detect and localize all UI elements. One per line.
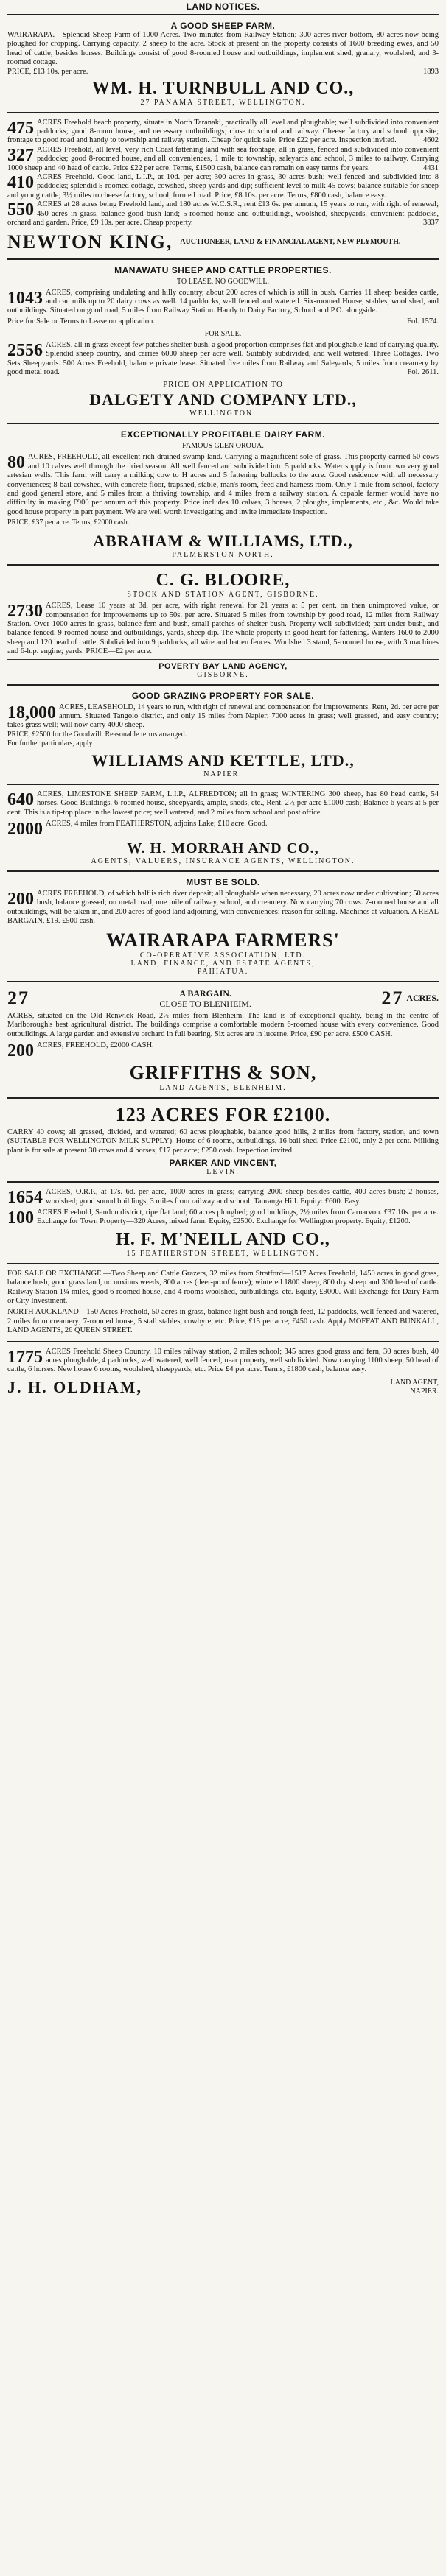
ad-price: PRICE, £2500 for the Goodwill. Reasonable terms arranged. [7, 730, 187, 739]
divider [7, 1341, 439, 1342]
ad-ref: 1893 [423, 67, 439, 76]
agent-subtitle: CO-OPERATIVE ASSOCIATION, LTD. [139, 951, 307, 960]
listing-acreage: 2730 [7, 602, 43, 622]
agent-name: J. H. OLDHAM, [7, 1377, 143, 1396]
divider [7, 684, 439, 686]
agent-name: WM. H. TURNBULL AND CO., [91, 78, 355, 98]
divider [7, 981, 439, 982]
listing-text: ACRES, FREEHOLD, £2000 CASH. [37, 1041, 154, 1049]
agent-name: H. F. M'NEILL AND CO., [116, 1229, 330, 1249]
ad-ref: Fol. 1574. [407, 317, 439, 325]
divider [7, 14, 439, 15]
listing [7, 1208, 439, 1227]
divider [7, 1181, 439, 1183]
ad-oldham [7, 1345, 439, 1400]
agent-place: WELLINGTON. [189, 409, 257, 418]
listing-ref: 4431 [423, 163, 439, 172]
listing-acreage: 200 [7, 890, 34, 909]
listing-text: ACRES FREEHOLD, of which half is rich river deposit; all ploughable when necessary, 20 acres now under cultivation; 50 acres bush, balance grassed; on metal road, one mile of railway, school, and creamery. Now carrying 70 cows. 7-roomed house and all outbuildings, will be taken in, and 200 acres of good land adjoining, with conveniences; reason for selling. Machines at valuation. A REAL BARGAIN, £19. £500 cash. [7, 890, 439, 926]
ad-newton-king [7, 116, 439, 256]
divider [7, 112, 439, 113]
divider [7, 564, 439, 566]
listing-acreage: 80 [7, 453, 25, 473]
agent-name: C. G. BLOORE, [156, 571, 290, 591]
ad-price: Price for Sale or Terms to Lease on application. [7, 317, 155, 325]
ad-subheading: TO LEASE. NO GOODWILL. [176, 277, 270, 286]
agent-name: NEWTON KING, [7, 230, 173, 253]
listing-acreage: 200 [7, 1041, 34, 1060]
divider [7, 870, 439, 872]
listing [7, 173, 439, 200]
agent-subtitle: LAND AGENTS, BLENHEIM. [159, 1083, 287, 1092]
listing-text: ACRES Freehold. Good land, L.I.P., at 10d. per acre; 300 acres in grass, 30 acres bush; well fenced and subdivided into 8 paddocks; splendid 5-roomed cottage, cowshed, sheep yards and dip; sufficient level to milk 45 cows; balance suitable for sheep and young cattle; 3½ miles to cheese factory, school, formed road. Price, £8 10s. per acre. Terms, £800 cash, balance easy. [7, 173, 439, 200]
ad-morrah [7, 787, 439, 868]
agent-place: LEVIN. [206, 1168, 240, 1177]
agent-name: W. H. MORRAH AND CO., [127, 840, 319, 857]
divider [7, 1097, 439, 1099]
divider [7, 1263, 439, 1264]
ad-heading: EXCEPTIONALLY PROFITABLE DAIRY FARM. [120, 429, 326, 440]
agent-subtitle: STOCK AND STATION AGENT, GISBORNE. [127, 591, 319, 599]
agent-name: PARKER AND VINCENT, [169, 1158, 277, 1169]
ad-price: PRICE, £37 per acre. Terms, £2000 cash. [7, 518, 130, 527]
agent-name: ABRAHAM & WILLIAMS, LTD., [93, 532, 353, 551]
ad-apply: For further particulars, apply [7, 739, 93, 747]
agent-name: GRIFFITHS & SON, [129, 1061, 317, 1083]
agent-place: NAPIER. [410, 1387, 439, 1396]
listing [7, 289, 439, 316]
listing [7, 602, 439, 656]
ad-heading: GOOD GRAZING PROPERTY FOR SALE. [131, 690, 315, 701]
listing-ref: 4602 [423, 136, 439, 145]
agent-place: NAPIER. [203, 770, 243, 778]
agent-place: PAHIATUA. [197, 967, 249, 976]
acreage-unit: ACRES. [406, 993, 439, 1004]
listing [7, 146, 439, 173]
listing-acreage: 2000 [7, 820, 43, 840]
listing [7, 1188, 439, 1206]
listing [7, 1041, 439, 1059]
listing-text: ACRES, LEASEHOLD, 14 years to run, with right of renewal and compensation for improvements. Rent, 2d. per acre per annum. Situated Tangoio district, and only 15 miles from Napier; 7000 acres in grass; well grassed, and easy country; takes grass well; will now carry 4000 sheep. [7, 703, 439, 730]
agent-place: GISBORNE. [197, 670, 249, 679]
ad-body: WAIRARAPA.—Splendid Sheep Farm of 1000 Acres. Two minutes from Railway Station; 300 acres river bottom, 80 acres now being ploughed for cropping. Carrying capacity, 2 sheep to the acre. Stock at present on the property consists of 1600 breeding ewes, and 50 head of cattle, besides horses. Buildings consist of good 8-roomed house and outbuildings, implement shed, granary, woolshed, and 3-roomed cottage. [7, 31, 439, 67]
listing [7, 890, 439, 926]
listing-text: NORTH AUCKLAND—150 Acres Freehold, 50 acres in grass, balance light bush and rough feed, 12 paddocks, well fenced and watered, 2 miles from creamery; 7-roomed house, 5 stall stables, cowbyre, etc. Price, £15 per acre; £450 cash. Apply MOFFAT AND BUNKALL, LAND AGENTS, 26 QUEEN STREET. [7, 1308, 439, 1335]
agent-subtitle: AGENTS, VALUERS, INSURANCE AGENTS, WELLINGTON. [91, 857, 355, 866]
listing-text: CARRY 40 cows; all grassed, divided, and watered; 60 acres ploughable, balance good hills, 2 miles from factory, station, and town (SUITABLE FOR WELLINGTON MILK SUPPLY). House of 6 rooms, outbuildings, 16 bail shed. Price £2100, only 2 per cent. Milking plant is for sale at present 30 cows and 4 horses; £17 per acre; £250 cash. Inspection invited. [7, 1127, 439, 1155]
agent-address: 27 PANAMA STREET, WELLINGTON. [140, 98, 306, 107]
listing-text: ACRES Freehold beach property, situate in North Taranaki, practically all level and ploughable; well subdivided into convenient paddocks; good 8-room house, and necessary outbuildings; close to school and railway. Cheese factory and school opposite; frontage to good road and handy to township and railway station. Cheap for quick sale. Price £22 per acre. Inspection invited. [7, 118, 439, 145]
ad-heading: A BARGAIN. [179, 988, 231, 999]
ad-heading: A GOOD SHEEP FARM. [170, 21, 276, 31]
listing-text: ACRES Freehold, Sandon district, ripe flat land; 60 acres ploughed; good buildings, 2½ miles from Carnarvon. £37 10s. per acre. Exchange for Town Property—320 Acres, mixed farm. Equity, £2500. Exchange for Wellington property. Equity, £1200. [37, 1208, 439, 1226]
listing [7, 703, 439, 731]
listing-text: ACRES, FREEHOLD, all excellent rich drained swamp land. Carrying a magnificent sole of grass. This property carried 50 cows and 10 calves well through the dried season. All well fenced and subdivided into 5 paddocks. Water supply is from two very good artesian wells. This farm will carry a milking cow to H acres and 5 fattening bullocks to the acre. Good residence with all necessary conveniences; 8-bail cowshed, with concrete floor, trapshed, stable, man's room, feed and harness room. Only 1 mile from school, factory and good general store, and 5 miles from a thriving township, and 4 miles from a railway station. A capable farmer would have no difficulty in making £900 per annum off this property. Price includes 10 calves, 3 horses, 2 ploughs, implements, etc., &c. Would take good house property in part payment. We are well worth investigating and invite immediate inspection. [7, 453, 439, 516]
listing [7, 453, 439, 517]
ad-heading: MANAWATU SHEEP AND CATTLE PROPERTIES. [114, 264, 332, 275]
ad-parker-vincent [7, 1101, 439, 1179]
listing-acreage: 640 [7, 789, 34, 809]
ad-apply: PRICE ON APPLICATION TO [163, 380, 283, 390]
ad-williams-kettle [7, 688, 439, 781]
ad-griffiths [7, 985, 439, 1095]
listing [7, 1348, 439, 1375]
listing-text: ACRES, situated on the Old Renwick Road, 2½ miles from Blenheim. The land is of exceptional quality, being in the centre of Marlborough's best agricultural district. The buildings comprise a comfortable modern 6-roomed house with every convenience. Good outbuildings. A large garden and extensive orchard in full bearing. Six acres are in lucerne. Price, £90 per acre. £500 CASH. [7, 1011, 439, 1038]
ad-heading: MUST BE SOLD. [186, 877, 260, 888]
section-title: LAND NOTICES. [186, 1, 260, 12]
listing [7, 820, 439, 840]
ad-subheading: FAMOUS GLEN OROUA. [182, 442, 264, 451]
divider [7, 258, 439, 260]
ad-dalgety [7, 262, 439, 421]
listing-text: ACRES, Lease 10 years at 3d. per acre, with right renewal for 21 years at 5 per cent. on then unimproved value, or compensation for improvements up to 50s. per acre. Situated 5 miles from township by good road, 12 miles from Railway Station. Over 1000 acres in grass, balance fern and bush, small patches of shelter bush. Property well subdivided; part under bush, and balance fenced. 9-roomed house and outbuildings, yards, sheep dip. The whole property in good heart for fattening. Winters 1600 to 2000 sheep and 120 head of cattle. Subdivided into 9 paddocks, all wire and batten fences. Woolshed 3 stand, 5-roomed house, with 3 machines and 6-h.p. engine; yards. PRICE—£2 per acre. [7, 602, 439, 656]
listing-acreage: 2556 [7, 340, 43, 360]
ad-subheading: FOR SALE. [204, 329, 242, 338]
agent-subtitle: AUCTIONEER, LAND & FINANCIAL AGENT, NEW PLYMOUTH. [180, 237, 401, 246]
listing-text: ACRES, comprising undulating and hilly country, about 200 acres of which is still in bush. Carries 11 sheep besides cattle, and can milk up to 20 dairy cows as well. 14 paddocks, well fenced and watered. Six-roomed House, stables, wool shed, and outbuildings. Situated on good road, 5 miles from Railway Station. Handy to Dairy Factory, School and P.O. alongside. [7, 288, 439, 315]
agent-name: WAIRARAPA FARMERS' [106, 929, 340, 951]
listing [7, 200, 439, 228]
listing-acreage: 1043 [7, 288, 43, 308]
divider [7, 423, 439, 424]
listing-acreage: 550 [7, 200, 34, 220]
ad-heading: POVERTY BAY LAND AGENCY, [158, 661, 288, 671]
ad-moffat-bunkall [7, 1267, 439, 1339]
ad-price: PRICE, £13 10s. per acre. [7, 67, 88, 76]
acreage-left: 27 [7, 987, 29, 1009]
listing [7, 341, 439, 378]
ad-title: 123 ACRES FOR £2100. [115, 1103, 331, 1125]
listing-text: FOR SALE OR EXCHANGE.—Two Sheep and Cattle Grazers, 32 miles from Stratford—1517 Acres Freehold, 1450 acres in good grass, balance bush, good grass land, no noxious weeds, 800 acres (deer-proof fence); wintered 1800 sheep, 800 dry sheep and 300 head of cattle. Railway Station 1¼ miles, good 6-roomed house, and 4 rooms woolshed, outbuildings, etc. Equity, £9000. Will Exchange for Dairy Farm or City Investment. [7, 1269, 439, 1305]
listing-acreage: 475 [7, 118, 34, 138]
listing-acreage: 100 [7, 1208, 34, 1228]
listing-text: ACRES Freehold Sheep Country, 10 miles railway station, 2 miles school; 345 acres good grass and fern, 30 acres bush, 40 acres ploughable, 4 paddocks, well watered, well fenced, near property, well subdivided. Now carrying 1100 sheep, 50 head of cattle, 6 horses. New house 6 rooms, woolshed, sheepyards, etc. Price £4 per acre. Terms, £1800 cash, balance easy. [7, 1347, 439, 1374]
listing-acreage: 1775 [7, 1347, 43, 1367]
agent-name: DALGETY AND COMPANY LTD., [89, 390, 357, 409]
listing-text: ACRES Freehold, all level, very rich Coast fattening land with sea frontage, all in grass, fenced and subdivided into convenient paddocks; good 8-roomed house, and all conveniences, 1 mile to township, saleyards and school, 3 miles to railway. Carrying 1000 sheep and 40 head of cattle. Price £22 per acre. Terms, £1500 cash, balance can remain on easy terms for years. [7, 145, 439, 172]
listing [7, 790, 439, 817]
ad-abraham-williams [7, 426, 439, 562]
acreage-right: 27 [381, 987, 404, 1009]
ad-mneill [7, 1185, 439, 1261]
listing-text: ACRES, all in grass except few patches shelter bush, a good proportion comprises flat and ploughable land of dairying quality. Splendid sheep country, and carries 6000 sheep per acre well. Suitably subdivided, and well watered. Three Cottages. Two Sets Sheepyards. 500 Acres Freehold, balance private lease. Situated five miles from Railway and Saleyards; 5 miles from creamery by good metal road. [7, 340, 439, 376]
agent-address: 15 FEATHERSTON STREET, WELLINGTON. [126, 1249, 320, 1258]
listing-acreage: 410 [7, 173, 34, 193]
listing-text: ACRES at 28 acres being Freehold land, and 180 acres W.C.S.R., rent £13 6s. per annum, 15 years to run, with right of renewal; 450 acres in grass, balance good bush land; 5-roomed house and outbuildings, woolshed, sheepyards, convenient paddocks, orchard and garden. Price, £9 10s. per acre. Cheap property. [7, 200, 439, 228]
listing [7, 119, 439, 146]
ad-turnbull [7, 18, 439, 110]
listing-ref: 3837 [423, 219, 439, 228]
listing-acreage: 18,000 [7, 703, 56, 722]
listing-text: ACRES, O.R.P., at 17s. 6d. per acre, 1000 acres in grass; carrying 2000 sheep besides cattle, 400 acres bush; 2 houses, woolshed; good sound buildings, 3 miles from railway and school. Tauranga Hill. Equity: £600. Easy. [46, 1188, 439, 1206]
listing-text: ACRES, LIMESTONE SHEEP FARM, L.I.P., ALFREDTON; all in grass; WINTERING 300 sheep, has 80 head cattle, 54 horses. Good Buildings. 6-roomed house, sheepyards, ample, sheds, etc., Rent, 2½ per acre £1000 cash; Balance 6 years at 5 per cent. This is a tip-top place in the lowest price; well watered, and 2 miles from school and post office. [7, 789, 439, 817]
listing-text: ACRES, 4 miles from FEATHERSTON, adjoins Lake; £10 acre. Good. [46, 820, 268, 828]
agent-place: PALMERSTON NORTH. [172, 551, 274, 560]
listing-acreage: 327 [7, 145, 34, 165]
divider [7, 784, 439, 785]
ad-wairarapa-farmers [7, 874, 439, 979]
land-notices-page [7, 0, 439, 2576]
ad-subheading: CLOSE TO BLENHEIM. [159, 998, 251, 1009]
divider [7, 659, 439, 660]
listing-acreage: 1654 [7, 1188, 43, 1208]
ad-bloore [7, 568, 439, 681]
agent-name: WILLIAMS AND KETTLE, LTD., [91, 750, 355, 770]
agent-subtitle: LAND AGENT, [390, 1378, 439, 1387]
agent-subtitle: LAND, FINANCE, AND ESTATE AGENTS, [130, 959, 316, 968]
ad-ref: Fol. 2611. [407, 367, 439, 376]
